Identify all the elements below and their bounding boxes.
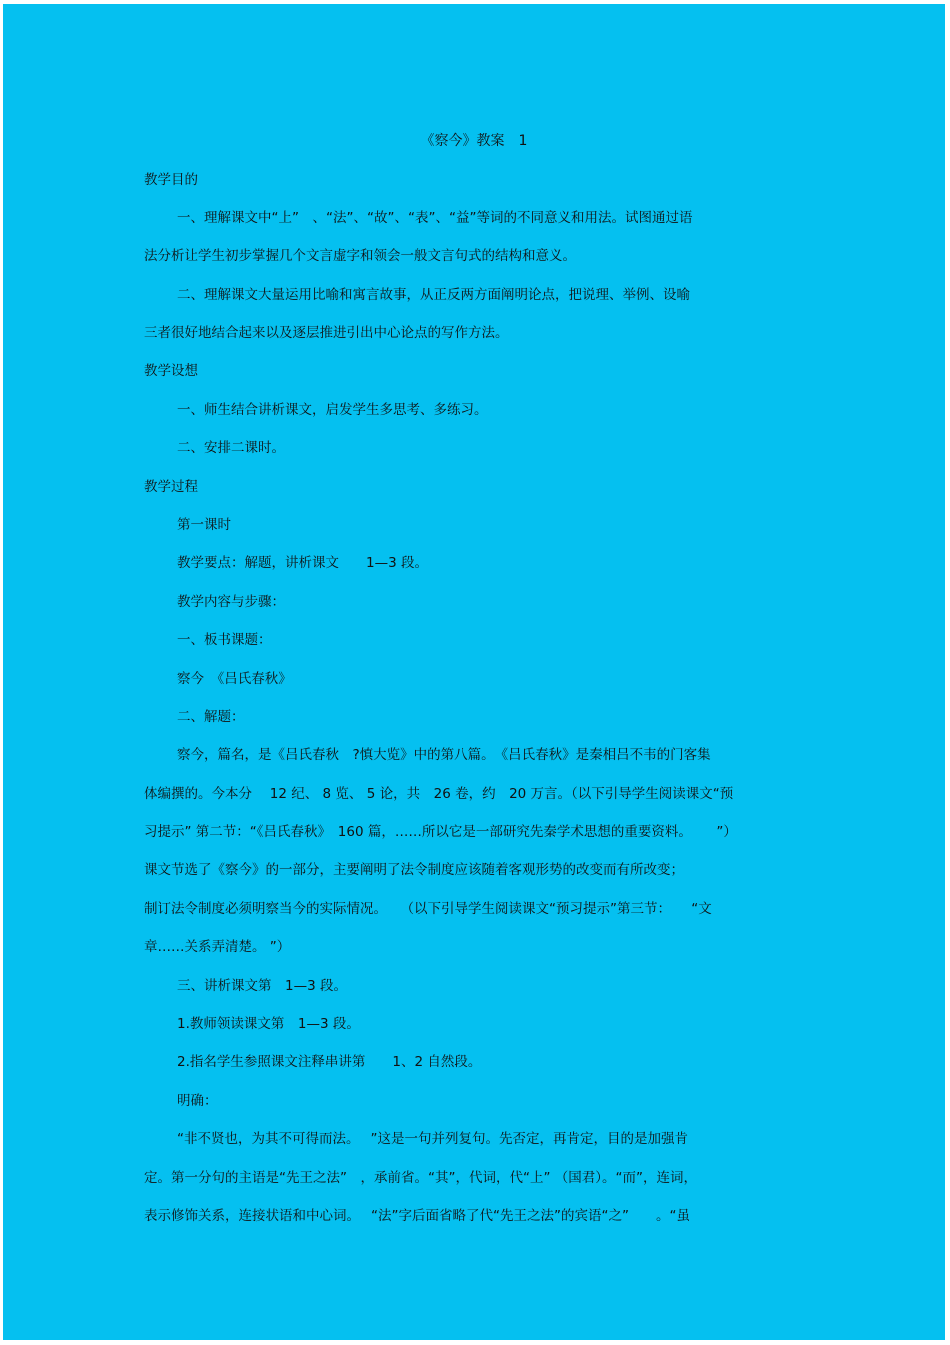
paragraph-line: 察今，篇名，是《吕氏春秋 ?慎大览》中的第八篇。 《吕氏春秋》是秦相吕不韦的门客集	[177, 747, 711, 763]
paragraph-line: 习提示” 第二节：“《吕氏春秋》 160 篇，……所以它是一部研究先秦学术思想的重要资料。 ”）	[144, 824, 737, 840]
paragraph-line: “非不贤也，为其不可得而法。 ”这是一句并列复句。先否定，再肯定，目的是加强肯	[177, 1131, 689, 1147]
section-heading-process: 教学过程	[144, 479, 198, 495]
paragraph-line: 一、师生结合讲析课文，启发学生多思考、多练习。	[177, 402, 488, 418]
paragraph-line: 表示修饰关系，连接状语和中心词。 “法”字后面省略了代“先王之法”的宾语“之” 。“虽	[144, 1208, 690, 1224]
document-body	[3, 4, 945, 1340]
paragraph-line: 二、解题：	[177, 709, 245, 725]
paragraph-line: 定。第一分句的主语是“先王之法” ，承前省。“其”，代词，代“上” （国君）。“而”，连词，	[144, 1170, 697, 1186]
document-title: 《察今》教案 1	[420, 133, 528, 149]
section-heading-objectives: 教学目的	[144, 172, 198, 188]
paragraph-line: 教学要点：解题，讲析课文 1—3 段。	[177, 555, 428, 571]
section-heading-design: 教学设想	[144, 363, 198, 379]
paragraph-line: 体编撰的。今本分 12 纪、 8 览、 5 论，共 26 卷，约 20 万言。（以下引导学生阅读课文“预	[144, 786, 734, 802]
paragraph-line: 课文节选了《察今》的一部分，主要阐明了法令制度应该随着客观形势的改变而有所改变；	[144, 862, 684, 878]
paragraph-line: 教学内容与步骤：	[177, 594, 285, 610]
paragraph-line: 章……关系弄清楚。 ”）	[144, 939, 291, 955]
paragraph-line: 三、讲析课文第 1—3 段。	[177, 978, 347, 994]
paragraph-line: 法分析让学生初步掌握几个文言虚字和领会一般文言句式的结构和意义。	[144, 248, 576, 264]
paragraph-line: 察今 《吕氏春秋》	[177, 671, 292, 687]
paragraph-line: 1.教师领读课文第 1—3 段。	[177, 1016, 360, 1032]
lesson-heading: 第一课时	[177, 517, 231, 533]
paragraph-line: 一、板书课题：	[177, 632, 272, 648]
paragraph-line: 三者很好地结合起来以及逐层推进引出中心论点的写作方法。	[144, 325, 509, 341]
paragraph-line: 一、理解课文中“上” 、“法”、“故”、“表”、“益”等词的不同意义和用法。试图通过语	[177, 210, 693, 226]
paragraph-line: 制订法令制度必须明察当今的实际情况。 （以下引导学生阅读课文“预习提示”第三节： “文	[144, 901, 712, 917]
paragraph-line: 2.指名学生参照课文注释串讲第 1、2 自然段。	[177, 1054, 482, 1070]
paragraph-line: 二、安排二课时。	[177, 440, 285, 456]
document-page	[3, 4, 945, 1340]
paragraph-line: 二、理解课文大量运用比喻和寓言故事，从正反两方面阐明论点，把说理、举例、设喻	[177, 287, 690, 303]
paragraph-line: 明确：	[177, 1093, 218, 1109]
